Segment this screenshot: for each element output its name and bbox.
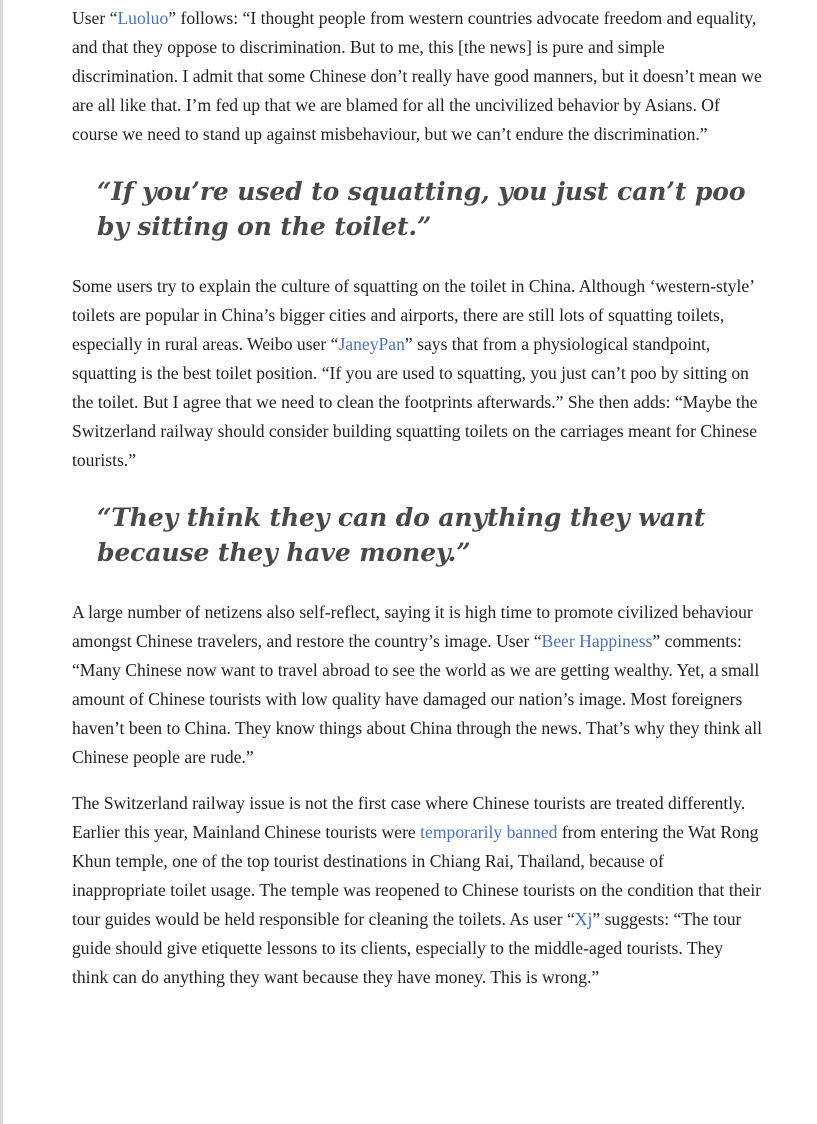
link-temporarily-banned[interactable]: temporarily banned [420,822,558,842]
paragraph-beer-happiness: A large number of netizens also self-reflect, saying it is high time to promote civilized behaviour amongst Chinese travelers, and restore the country’s image. User “Beer Happiness” comments: “Many Chinese now want to travel abroad to see the world as we are getting wealthy. Yet, a small amount of Chinese tourists with low quality have damaged our nation’s image. Most foreigners haven’t been to China. They know things about China through the news. That’s why they think all Chinese people are rude.” [72,602,762,767]
paragraph-wat-rong-khun: The Switzerland railway issue is not the first case where Chinese tourists are treated differently. Earlier this year, Mainland Chinese tourists were temporarily banned from entering the Wat Rong Khun temple, one of the top tourist destinations in Chiang Rai, Thailand, because of inappropriate toilet usage. The temple was reopened to Chinese tourists on the condition that their tour guides would be held responsible for cleaning the toilets. As user “Xj” suggests: “The tour guide should give etiquette lessons to its clients, especially to the middle-aged tourists. They think can do anything they want because they have money. This is wrong.” [72,793,762,987]
link-xj[interactable]: Xj [574,909,593,929]
paragraph-janeypan: Some users try to explain the culture of squatting on the toilet in China. Although ‘western-style’ toilets are popular in China’s bigger cities and airports, there are still lots of squatting toilets, especially in rural areas. Weibo user “JaneyPan” says that from a physiological standpoint, squatting is the best toilet position. “If you are used to squatting, you just can’t poo by sitting on the toilet. But I agree that we need to clean the footprints afterwards.” She then adds: “Maybe the Switzerland railway should consider building squatting toilets on the carriages meant for Chinese tourists.” [72,276,758,470]
paragraph-luoluo: User “Luoluo” follows: “I thought people from western countries advocate freedom and equality, and that they oppose to discrimination. But to me, this [the news] is pure and simple discrimination. I admit that some Chinese don’t really have good manners, but it doesn’t mean we are all like that. I’m fed up that we are blamed for all the uncivilized behavior by Asians. Of course we need to stand up against misbehaviour, but we can’t endure the discrimination.” [72,8,762,144]
article-body [72,4,762,992]
link-beer-happiness[interactable]: Beer Happiness [541,631,653,651]
link-janeypan[interactable]: JaneyPan [338,334,405,354]
page-left-border [0,0,3,1124]
pullquote-squatting: “If you’re used to squatting, you just can’t poo by sitting on the toilet.” [97,177,746,241]
pullquote-money: “They think they can do anything they want because they have money.” [97,503,706,567]
link-luoluo[interactable]: Luoluo [117,8,169,28]
